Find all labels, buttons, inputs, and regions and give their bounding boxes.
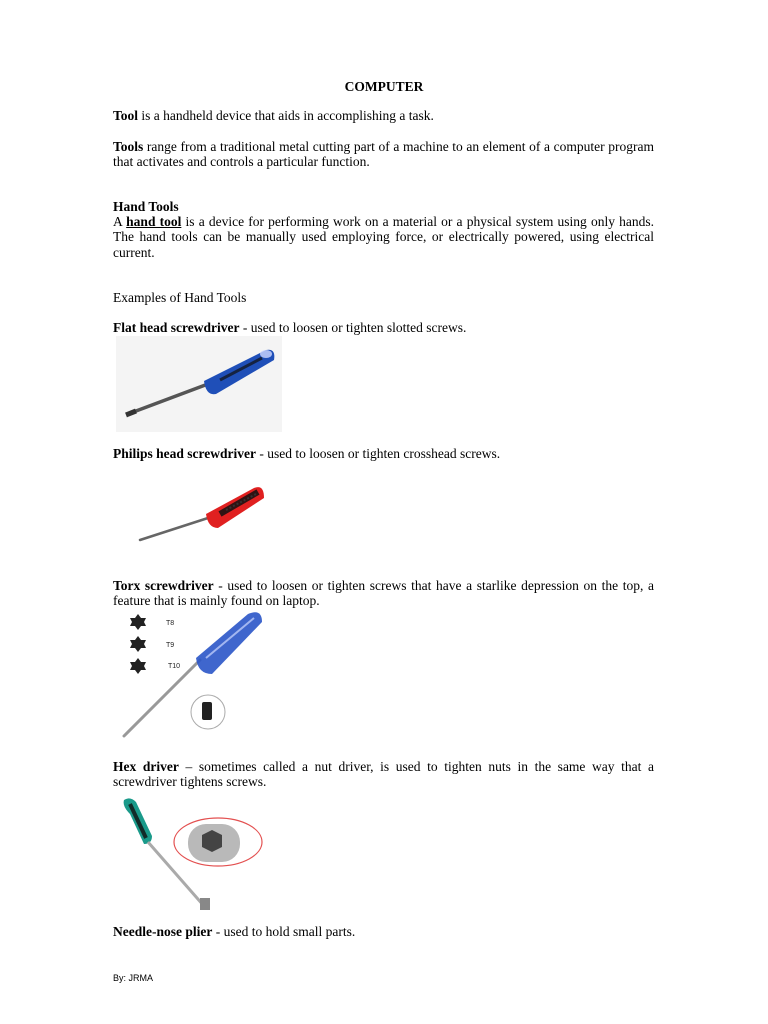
item-hex-driver (113, 759, 654, 790)
tools-term: Tools (113, 139, 144, 154)
item-name: Hex driver (113, 759, 179, 774)
tool-definition-text: is a handheld device that aids in accomplishing a task. (138, 108, 434, 123)
tool-term: Tool (113, 108, 139, 123)
torx-label-t8: T8 (166, 620, 175, 627)
item-needle-nose-plier (113, 924, 654, 939)
footer-author: By: JRMA (113, 973, 154, 983)
page-title: COMPUTER (344, 79, 424, 94)
hand-tool-definition: A hand tool is a device for performing work on a material or a physical system using only hands. The hand tools can be manually used employing force, or electrically powered, using electrical current. (113, 214, 654, 260)
flat-head-screwdriver-image (116, 336, 282, 432)
item-desc: - used to loosen or tighten slotted screws. (239, 320, 467, 335)
item-torx (113, 578, 654, 609)
tool-definition (113, 108, 654, 123)
tools-definition (113, 139, 654, 170)
torx-screwdriver-image (116, 608, 272, 746)
tools-definition-text: range from a traditional metal cutting part of a machine to an element of a computer program that activates and controls a particular function. (113, 139, 654, 170)
item-name: Torx screwdriver (113, 578, 214, 593)
item-desc: – sometimes called a nut driver, is used to tighten nuts in the same way that a screwdriver tightens screws. (113, 759, 654, 790)
hand-tool-term: hand tool (126, 214, 182, 229)
item-name: Philips head screwdriver (113, 446, 256, 461)
item-name: Flat head screwdriver (113, 320, 240, 335)
torx-label-t10: T10 (168, 663, 181, 670)
philips-head-screwdriver-image (116, 468, 282, 560)
examples-heading: Examples of Hand Tools (113, 290, 247, 305)
item-desc: - used to loosen or tighten crosshead screws. (256, 446, 501, 461)
hex-driver-image (116, 794, 266, 918)
item-name: Needle-nose plier (113, 924, 213, 939)
hand-tool-definition-text: is a device for performing work on a material or a physical system using only hands. The hand tools can be manually used employing force, or electrically powered, using electrical current. (113, 214, 654, 260)
item-desc: - used to loosen or tighten screws that have a starlike depression on the top, a feature that is mainly found on laptop. (113, 578, 654, 609)
torx-label-t9: T9 (166, 642, 175, 649)
item-desc: - used to hold small parts. (212, 924, 356, 939)
item-flat-head (113, 320, 654, 335)
item-philips-head (113, 446, 654, 461)
hand-tools-heading: Hand Tools (113, 199, 179, 214)
